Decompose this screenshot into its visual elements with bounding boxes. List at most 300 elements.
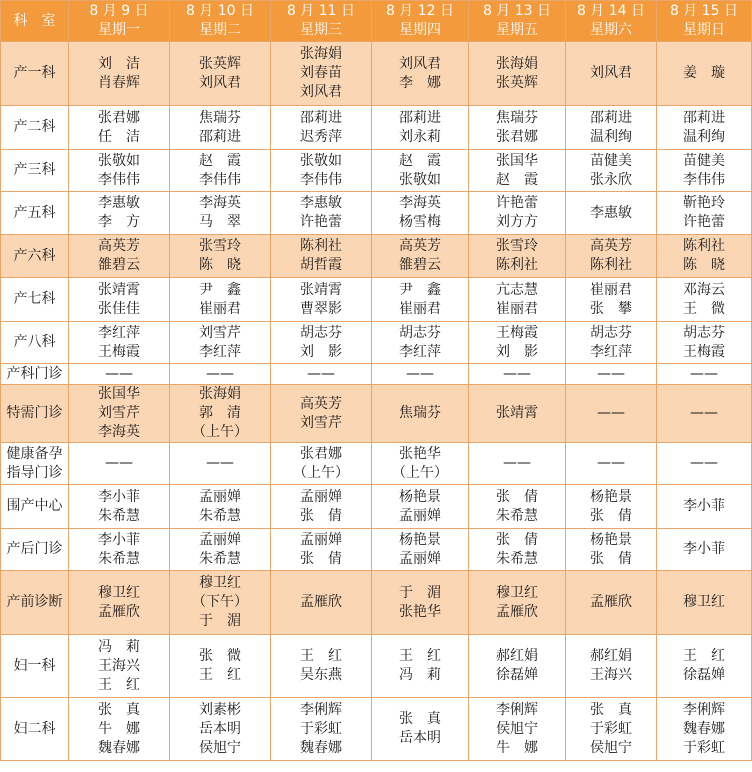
staff-name: （上午） — [293, 464, 349, 481]
day-date: 8 月 12 日 — [385, 3, 455, 19]
duty-cell — [566, 385, 657, 443]
day-date: 8 月 14 日 — [576, 3, 646, 19]
department-name: 产六科 — [13, 247, 56, 264]
duty-cell — [170, 322, 271, 364]
staff-name: 张佳佳 — [98, 300, 140, 317]
staff-name: 张永欣 — [590, 171, 632, 188]
staff-name: （上午） — [392, 464, 448, 481]
staff-name: 于彩虹 — [683, 739, 725, 756]
staff-name: 李红萍 — [98, 324, 140, 341]
day-weekday: 星期二 — [199, 22, 241, 38]
staff-name: 郝红娟 — [496, 648, 538, 664]
staff-name: 刘春苗 — [300, 65, 342, 81]
roster-row — [1, 106, 752, 150]
duty-cell — [170, 278, 271, 322]
staff-name: 孟丽婵 — [199, 488, 241, 505]
duty-cell — [372, 150, 469, 192]
roster-row — [1, 42, 752, 106]
duty-cell — [271, 385, 372, 443]
duty-cell — [469, 571, 566, 635]
staff-name: 张海娟 — [496, 55, 538, 72]
duty-cell — [469, 529, 566, 571]
duty-cell — [271, 635, 372, 698]
duty-cell — [170, 106, 271, 150]
staff-name: 杨艳景 — [399, 531, 441, 548]
duty-cell — [566, 278, 657, 322]
staff-name: 肖春辉 — [98, 74, 140, 91]
day-date: 8 月 13 日 — [482, 3, 552, 19]
duty-cell — [566, 42, 657, 106]
staff-name: 张海娟 — [300, 46, 342, 62]
duty-cell — [372, 322, 469, 364]
duty-cell — [469, 322, 566, 364]
roster-row — [1, 235, 752, 278]
duty-cell — [469, 235, 566, 278]
staff-name: 邵莉进 — [399, 109, 441, 126]
staff-name: 焦瑞芬 — [199, 109, 241, 126]
duty-cell — [170, 443, 271, 485]
duty-cell — [657, 571, 752, 635]
duty-cell — [372, 698, 469, 761]
staff-name: 张国华 — [98, 386, 140, 402]
staff-name: 张 真 — [98, 701, 140, 718]
staff-name: 雒碧云 — [399, 257, 441, 273]
staff-name: 孟丽婵 — [300, 531, 342, 548]
staff-name: 胡志芬 — [300, 324, 342, 341]
duty-cell — [566, 106, 657, 150]
staff-name: 刘风君 — [300, 84, 342, 100]
duty-cell — [170, 635, 271, 698]
staff-name: 刘风君 — [399, 55, 441, 72]
duty-cell — [566, 322, 657, 364]
day-date: 8 月 10 日 — [185, 3, 255, 19]
department-cell — [1, 235, 69, 278]
day-weekday: 星期一 — [98, 22, 140, 38]
staff-name: 邵莉进 — [683, 109, 725, 126]
duty-cell — [69, 698, 170, 761]
staff-name: 张靖霄 — [98, 281, 140, 298]
staff-name: 张雪玲 — [496, 238, 538, 254]
staff-name: 张敬如 — [399, 171, 441, 188]
staff-name: 张君娜 — [98, 109, 140, 126]
department-name: 产三科 — [13, 162, 56, 178]
department-name: 产五科 — [13, 204, 56, 221]
staff-name: 孟丽婵 — [199, 531, 241, 548]
duty-cell — [271, 698, 372, 761]
staff-name: （上午） — [192, 424, 248, 440]
day-weekday: 星期三 — [300, 22, 342, 38]
duty-cell — [469, 150, 566, 192]
staff-name: 刘永莉 — [399, 128, 441, 145]
staff-name: 张艳华 — [399, 603, 441, 620]
staff-name: 李惠敏 — [98, 195, 140, 211]
department-name: 产后门诊 — [6, 541, 63, 557]
duty-cell — [469, 42, 566, 106]
duty-cell — [372, 235, 469, 278]
staff-name: 张海娟 — [199, 386, 241, 402]
staff-name: 张国华 — [496, 152, 538, 169]
duty-cell — [69, 443, 170, 485]
staff-name: 李 娜 — [399, 74, 441, 91]
staff-name: 赵 霞 — [399, 152, 441, 169]
staff-name: 冯 莉 — [399, 667, 441, 683]
duty-cell — [271, 485, 372, 529]
department-name: 产八科 — [13, 334, 56, 350]
staff-name: 许艳蕾 — [496, 195, 538, 211]
roster-row — [1, 698, 752, 761]
staff-name: 胡哲霞 — [300, 257, 342, 273]
department-cell — [1, 385, 69, 443]
staff-name: —— — [206, 455, 234, 471]
staff-name: 于 湄 — [399, 584, 441, 601]
staff-name: 于彩虹 — [590, 720, 632, 737]
duty-cell — [69, 635, 170, 698]
staff-name: —— — [597, 455, 625, 471]
duty-cell — [271, 278, 372, 322]
staff-name: —— — [597, 365, 625, 382]
staff-name: 崔丽君 — [496, 300, 538, 317]
department-name: 产二科 — [13, 119, 56, 135]
staff-name: 孟雁欣 — [300, 594, 342, 610]
department-name: 产一科 — [13, 65, 56, 81]
staff-name: 李俐辉 — [300, 701, 342, 718]
department-name: 围产中心 — [6, 498, 63, 514]
department-cell — [1, 485, 69, 529]
duty-cell — [657, 106, 752, 150]
staff-name: 刘 影 — [496, 343, 538, 360]
duty-cell — [372, 278, 469, 322]
staff-name: 张英辉 — [199, 55, 241, 72]
staff-name: —— — [503, 455, 531, 471]
staff-name: —— — [206, 365, 234, 382]
header-row — [1, 1, 752, 42]
duty-cell — [469, 364, 566, 385]
staff-name: 侯旭宁 — [496, 720, 538, 737]
staff-name: 尹 鑫 — [199, 281, 241, 298]
roster-row — [1, 571, 752, 635]
staff-name: 刘 影 — [300, 343, 342, 360]
duty-cell — [657, 485, 752, 529]
duty-cell — [657, 150, 752, 192]
staff-name: 张 倩 — [590, 550, 632, 567]
duty-cell — [657, 443, 752, 485]
staff-name: 魏春娜 — [98, 739, 140, 756]
staff-name: 马 翠 — [199, 214, 241, 230]
duty-cell — [170, 42, 271, 106]
duty-cell — [657, 192, 752, 235]
staff-name: 张英辉 — [496, 74, 538, 91]
staff-name: 孟雁欣 — [98, 603, 140, 620]
staff-name: 张 倩 — [300, 550, 342, 567]
staff-name: 张靖霄 — [496, 405, 538, 421]
department-name: 产科门诊 — [6, 365, 63, 382]
staff-name: 李伟伟 — [683, 171, 725, 188]
duty-cell — [469, 385, 566, 443]
staff-name: —— — [105, 365, 133, 382]
staff-name: 徐磊婵 — [496, 667, 538, 683]
duty-cell — [469, 635, 566, 698]
duty-cell — [69, 192, 170, 235]
staff-name: 亢志慧 — [496, 281, 538, 298]
staff-name: 王 红 — [199, 667, 241, 683]
staff-name: 穆卫红 — [683, 594, 725, 610]
staff-name: 王海兴 — [98, 657, 140, 674]
day-date: 8 月 9 日 — [89, 3, 149, 19]
staff-name: 李伟伟 — [300, 171, 342, 188]
duty-cell — [469, 278, 566, 322]
staff-name: 冯 莉 — [98, 638, 140, 655]
duty-cell — [372, 42, 469, 106]
staff-name: 朱希慧 — [496, 507, 538, 524]
duty-cell — [170, 192, 271, 235]
staff-name: 张君娜 — [496, 128, 538, 145]
staff-name: 张艳华 — [399, 445, 441, 462]
duty-cell — [69, 235, 170, 278]
staff-name: 王梅霞 — [496, 324, 538, 341]
staff-name: 崔丽君 — [590, 281, 632, 298]
staff-name: 刘风君 — [590, 65, 632, 81]
staff-name: 王海兴 — [590, 667, 632, 683]
dept-column-header: 科 室 — [1, 1, 69, 42]
staff-name: 李小菲 — [683, 498, 725, 514]
duty-cell — [271, 529, 372, 571]
department-cell — [1, 192, 69, 235]
duty-cell — [469, 443, 566, 485]
staff-name: 杨雪梅 — [399, 214, 441, 230]
staff-name: 焦瑞芬 — [399, 405, 441, 421]
staff-name: 朱希慧 — [98, 507, 140, 524]
duty-cell — [469, 106, 566, 150]
duty-cell — [69, 42, 170, 106]
staff-name: 高英芳 — [590, 238, 632, 254]
staff-name: 张君娜 — [300, 445, 342, 462]
staff-name: —— — [597, 405, 625, 421]
staff-name: 刘雪芹 — [300, 414, 342, 431]
roster-row — [1, 150, 752, 192]
staff-name: 李惠敏 — [300, 195, 342, 211]
duty-cell — [657, 235, 752, 278]
roster-row — [1, 364, 752, 385]
staff-name: 王梅霞 — [98, 343, 140, 360]
staff-name: 张 倩 — [496, 531, 538, 548]
duty-cell — [271, 571, 372, 635]
duty-cell — [271, 322, 372, 364]
staff-name: 侯旭宁 — [590, 739, 632, 756]
duty-cell — [170, 364, 271, 385]
day-date: 8 月 11 日 — [286, 3, 356, 19]
staff-name: 岳本明 — [199, 720, 241, 737]
duty-cell — [170, 150, 271, 192]
day-column-header — [566, 1, 657, 42]
staff-name: 李红萍 — [199, 343, 241, 360]
staff-name: —— — [105, 455, 133, 471]
duty-cell — [372, 106, 469, 150]
duty-cell — [566, 364, 657, 385]
roster-row — [1, 322, 752, 364]
day-column-header — [271, 1, 372, 42]
staff-name: 岳本明 — [399, 730, 441, 746]
staff-name: 胡志芬 — [399, 324, 441, 341]
duty-cell — [657, 529, 752, 571]
staff-name: 崔丽君 — [399, 300, 441, 317]
staff-name: 王 红 — [683, 648, 725, 664]
duty-cell — [69, 529, 170, 571]
duty-cell — [372, 364, 469, 385]
staff-name: 陈利社 — [300, 238, 342, 254]
department-cell — [1, 364, 69, 385]
duty-cell — [657, 364, 752, 385]
duty-cell — [657, 42, 752, 106]
staff-name: 靳艳玲 — [683, 195, 725, 211]
staff-name: 王 微 — [683, 300, 725, 317]
duty-cell — [69, 106, 170, 150]
department-name: 特需门诊 — [6, 405, 63, 421]
duty-cell — [566, 443, 657, 485]
staff-name: 朱希慧 — [98, 550, 140, 567]
duty-cell — [566, 529, 657, 571]
department-cell — [1, 150, 69, 192]
staff-name: 李 方 — [98, 214, 140, 230]
duty-cell — [69, 278, 170, 322]
staff-name: 陈 晓 — [683, 257, 725, 273]
staff-name: 于 湄 — [199, 613, 241, 629]
duty-cell — [469, 192, 566, 235]
staff-name: 杨艳景 — [590, 531, 632, 548]
duty-cell — [372, 192, 469, 235]
department-cell — [1, 278, 69, 322]
day-column-header — [372, 1, 469, 42]
duty-cell — [170, 698, 271, 761]
staff-name: 陈利社 — [683, 238, 725, 254]
staff-name: 张 倩 — [496, 488, 538, 505]
roster-row — [1, 192, 752, 235]
roster-row — [1, 385, 752, 443]
staff-name: 王梅霞 — [683, 343, 725, 360]
roster-row — [1, 635, 752, 698]
day-date: 8 月 15 日 — [669, 3, 739, 19]
duty-cell — [170, 485, 271, 529]
duty-cell — [170, 385, 271, 443]
duty-cell — [657, 698, 752, 761]
staff-name: 李红萍 — [399, 343, 441, 360]
duty-cell — [372, 385, 469, 443]
staff-name: 郭 清 — [199, 405, 241, 421]
staff-name: 曹翠影 — [300, 300, 342, 317]
staff-name: 迟秀萍 — [300, 128, 342, 145]
duty-cell — [657, 385, 752, 443]
staff-name: 孟雁欣 — [590, 594, 632, 610]
duty-cell — [69, 322, 170, 364]
staff-name: 苗健美 — [590, 152, 632, 169]
staff-name: —— — [503, 365, 531, 382]
staff-name: 李小菲 — [683, 541, 725, 557]
staff-name: 张靖霄 — [300, 281, 342, 298]
staff-name: 许艳蕾 — [683, 214, 725, 230]
staff-name: 高英芳 — [98, 238, 140, 254]
staff-name: 李伟伟 — [98, 171, 140, 188]
department-cell — [1, 443, 69, 485]
duty-cell — [271, 235, 372, 278]
duty-cell — [271, 42, 372, 106]
department-cell — [1, 529, 69, 571]
department-name: 健康备孕 — [6, 445, 63, 462]
staff-name: 李海英 — [98, 424, 140, 440]
department-cell — [1, 571, 69, 635]
duty-cell — [170, 529, 271, 571]
department-name: 指导门诊 — [6, 464, 63, 481]
duty-cell — [69, 485, 170, 529]
staff-name: —— — [406, 365, 434, 382]
roster-row — [1, 529, 752, 571]
staff-name: 郝红娟 — [590, 648, 632, 664]
duty-cell — [566, 192, 657, 235]
duty-cell — [657, 278, 752, 322]
duty-cell — [566, 698, 657, 761]
staff-name: —— — [690, 455, 718, 471]
staff-name: 张 倩 — [590, 507, 632, 524]
staff-name: —— — [690, 405, 718, 421]
staff-name: 任 洁 — [98, 128, 140, 145]
roster-row — [1, 443, 752, 485]
staff-name: 朱希慧 — [199, 507, 241, 524]
duty-cell — [69, 571, 170, 635]
staff-name: 李俐辉 — [683, 701, 725, 718]
staff-name: 刘素彬 — [199, 701, 241, 718]
staff-name: 张 攀 — [590, 300, 632, 317]
staff-name: 李小菲 — [98, 531, 140, 548]
staff-name: 赵 霞 — [199, 152, 241, 169]
staff-name: 邵莉进 — [300, 109, 342, 126]
day-column-header — [69, 1, 170, 42]
duty-cell — [372, 443, 469, 485]
staff-name: 王 红 — [399, 648, 441, 664]
staff-name: 徐磊婵 — [683, 667, 725, 683]
staff-name: 张 微 — [199, 648, 241, 664]
staff-name: 孟丽婵 — [399, 550, 441, 567]
staff-name: 尹 鑫 — [399, 281, 441, 298]
staff-name: 张雪玲 — [199, 238, 241, 254]
roster-row — [1, 278, 752, 322]
staff-name: 胡志芬 — [683, 324, 725, 341]
staff-name: 刘雪芹 — [98, 405, 140, 421]
duty-cell — [170, 235, 271, 278]
staff-name: 张 真 — [590, 701, 632, 718]
department-cell — [1, 42, 69, 106]
staff-name: 苗健美 — [683, 152, 725, 169]
staff-name: 穆卫红 — [98, 584, 140, 601]
staff-name: —— — [307, 365, 335, 382]
staff-name: 刘雪芹 — [199, 324, 241, 341]
duty-cell — [657, 322, 752, 364]
staff-name: （下午） — [192, 594, 248, 610]
duty-cell — [469, 698, 566, 761]
department-cell — [1, 635, 69, 698]
day-weekday: 星期四 — [399, 22, 441, 38]
staff-name: 侯旭宁 — [199, 739, 241, 756]
staff-name: 焦瑞芬 — [496, 109, 538, 126]
duty-cell — [69, 385, 170, 443]
duty-cell — [566, 571, 657, 635]
duty-cell — [469, 485, 566, 529]
staff-name: 邵莉进 — [199, 128, 241, 145]
department-name: 妇一科 — [13, 657, 56, 674]
staff-name: 李海英 — [399, 195, 441, 211]
staff-name: 李伟伟 — [199, 171, 241, 188]
staff-name: 陈利社 — [590, 257, 632, 273]
department-name: 妇二科 — [13, 720, 56, 737]
staff-name: 王 红 — [98, 676, 140, 693]
duty-cell — [657, 635, 752, 698]
